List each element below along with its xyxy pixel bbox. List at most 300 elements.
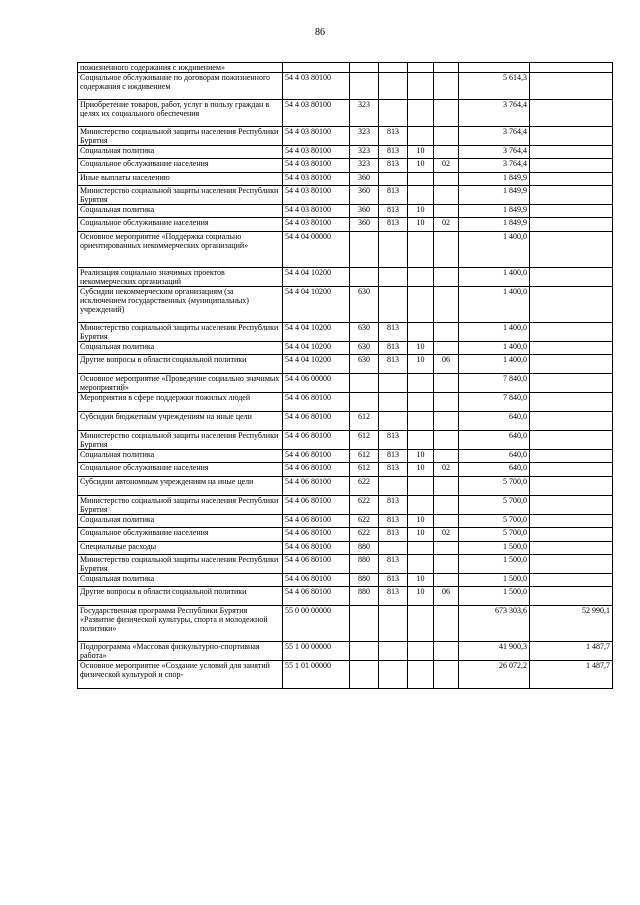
table-row bbox=[78, 63, 613, 73]
row-ministry-code: 813 bbox=[379, 146, 408, 159]
row-ministry-code bbox=[379, 268, 408, 287]
row-ministry-code: 813 bbox=[379, 496, 408, 515]
row-subsection bbox=[434, 205, 459, 218]
row-amount: 3 764,4 bbox=[459, 100, 530, 127]
row-ministry-code: 813 bbox=[379, 574, 408, 587]
table-row bbox=[78, 232, 613, 268]
row-section bbox=[408, 393, 434, 412]
table-row bbox=[78, 431, 613, 450]
row-amount: 640,0 bbox=[459, 463, 530, 477]
row-section bbox=[408, 173, 434, 186]
row-section bbox=[408, 63, 434, 73]
row-expense-type bbox=[350, 268, 379, 287]
row-expense-type: 360 bbox=[350, 205, 379, 218]
row-amount: 1 400,0 bbox=[459, 232, 530, 268]
row-amount: 640,0 bbox=[459, 431, 530, 450]
row-target-code bbox=[283, 63, 350, 73]
row-expense-type: 622 bbox=[350, 496, 379, 515]
row-subsection bbox=[434, 127, 459, 146]
row-expense-type: 630 bbox=[350, 287, 379, 323]
row-target-code: 54 4 04 10200 bbox=[283, 268, 350, 287]
row-target-code: 54 4 03 80100 bbox=[283, 146, 350, 159]
table-row bbox=[78, 342, 613, 355]
row-ministry-code: 813 bbox=[379, 355, 408, 374]
row-ministry-code: 813 bbox=[379, 127, 408, 146]
row-title: Социальное обслуживание по договорам пожизненного содержания с иждивением bbox=[78, 73, 283, 100]
row-section: 10 bbox=[408, 355, 434, 374]
row-amount-federal bbox=[530, 542, 613, 555]
row-subsection bbox=[434, 661, 459, 689]
row-expense-type bbox=[350, 374, 379, 393]
row-target-code: 54 4 03 80100 bbox=[283, 159, 350, 173]
row-amount-federal bbox=[530, 496, 613, 515]
row-title: пожизненного содержания с иждивением» bbox=[78, 63, 283, 73]
row-title: Иные выплаты населению bbox=[78, 173, 283, 186]
row-amount: 3 764,4 bbox=[459, 159, 530, 173]
row-target-code: 54 4 06 80100 bbox=[283, 574, 350, 587]
row-section bbox=[408, 477, 434, 496]
row-section: 10 bbox=[408, 205, 434, 218]
row-amount: 7 840,0 bbox=[459, 393, 530, 412]
row-subsection bbox=[434, 323, 459, 342]
row-section bbox=[408, 232, 434, 268]
row-target-code: 54 4 06 80100 bbox=[283, 393, 350, 412]
row-subsection bbox=[434, 100, 459, 127]
row-ministry-code bbox=[379, 173, 408, 186]
row-title: Социальная политика bbox=[78, 342, 283, 355]
row-section: 10 bbox=[408, 587, 434, 606]
row-amount-federal bbox=[530, 528, 613, 542]
row-amount: 5 700,0 bbox=[459, 515, 530, 528]
row-expense-type: 360 bbox=[350, 218, 379, 232]
row-section bbox=[408, 287, 434, 323]
table-row bbox=[78, 542, 613, 555]
row-section bbox=[408, 542, 434, 555]
page-number: 86 bbox=[315, 27, 325, 38]
row-subsection: 02 bbox=[434, 218, 459, 232]
row-expense-type: 880 bbox=[350, 542, 379, 555]
row-expense-type bbox=[350, 606, 379, 642]
row-amount-federal bbox=[530, 393, 613, 412]
row-amount: 1 500,0 bbox=[459, 542, 530, 555]
row-ministry-code: 813 bbox=[379, 323, 408, 342]
row-amount: 1 849,9 bbox=[459, 186, 530, 205]
row-target-code: 55 1 01 00000 bbox=[283, 661, 350, 689]
row-target-code: 54 4 04 10200 bbox=[283, 342, 350, 355]
row-target-code: 55 0 00 00000 bbox=[283, 606, 350, 642]
row-title: Субсидии бюджетным учреждениям на иные цели bbox=[78, 412, 283, 431]
row-amount: 3 764,4 bbox=[459, 127, 530, 146]
row-amount-federal bbox=[530, 205, 613, 218]
row-title: Социальное обслуживание населения bbox=[78, 528, 283, 542]
table-row bbox=[78, 73, 613, 100]
table-row bbox=[78, 555, 613, 574]
table-row bbox=[78, 450, 613, 463]
row-amount-federal bbox=[530, 463, 613, 477]
row-title: Министерство социальной защиты населения Республики Бурятия bbox=[78, 127, 283, 146]
row-subsection: 02 bbox=[434, 159, 459, 173]
row-subsection bbox=[434, 477, 459, 496]
row-amount: 41 900,3 bbox=[459, 642, 530, 661]
row-target-code: 54 4 06 80100 bbox=[283, 515, 350, 528]
row-section: 10 bbox=[408, 450, 434, 463]
row-title: Социальная политика bbox=[78, 146, 283, 159]
table-row bbox=[78, 587, 613, 606]
row-target-code: 54 4 03 80100 bbox=[283, 127, 350, 146]
row-amount-federal bbox=[530, 159, 613, 173]
table-row bbox=[78, 205, 613, 218]
row-target-code: 54 4 03 80100 bbox=[283, 173, 350, 186]
row-ministry-code bbox=[379, 606, 408, 642]
row-expense-type: 360 bbox=[350, 173, 379, 186]
row-subsection bbox=[434, 450, 459, 463]
row-title: Социальное обслуживание населения bbox=[78, 463, 283, 477]
row-target-code: 54 4 06 80100 bbox=[283, 477, 350, 496]
row-subsection bbox=[434, 73, 459, 100]
row-ministry-code bbox=[379, 73, 408, 100]
row-subsection bbox=[434, 287, 459, 323]
row-subsection bbox=[434, 542, 459, 555]
table-row bbox=[78, 146, 613, 159]
row-ministry-code bbox=[379, 287, 408, 323]
row-target-code: 54 4 03 80100 bbox=[283, 205, 350, 218]
row-amount-federal bbox=[530, 323, 613, 342]
row-expense-type: 622 bbox=[350, 515, 379, 528]
row-amount: 1 849,9 bbox=[459, 205, 530, 218]
row-title: Основное мероприятие «Проведение социально значимых мероприятий» bbox=[78, 374, 283, 393]
row-amount-federal bbox=[530, 268, 613, 287]
row-amount-federal bbox=[530, 515, 613, 528]
row-amount-federal bbox=[530, 555, 613, 574]
table-row bbox=[78, 574, 613, 587]
row-title: Социальная политика bbox=[78, 205, 283, 218]
row-target-code: 54 4 03 80100 bbox=[283, 73, 350, 100]
row-subsection bbox=[434, 374, 459, 393]
row-ministry-code: 813 bbox=[379, 450, 408, 463]
row-section: 10 bbox=[408, 159, 434, 173]
row-title: Основное мероприятие «Поддержка социально ориентированных некоммерческих организаций» bbox=[78, 232, 283, 268]
row-amount: 1 849,9 bbox=[459, 173, 530, 186]
table-row bbox=[78, 477, 613, 496]
row-section: 10 bbox=[408, 218, 434, 232]
row-amount-federal bbox=[530, 127, 613, 146]
row-amount-federal bbox=[530, 218, 613, 232]
row-amount-federal bbox=[530, 374, 613, 393]
row-amount-federal: 1 487,7 bbox=[530, 642, 613, 661]
table-row bbox=[78, 127, 613, 146]
row-expense-type bbox=[350, 661, 379, 689]
row-subsection bbox=[434, 232, 459, 268]
row-amount: 1 400,0 bbox=[459, 323, 530, 342]
row-expense-type: 323 bbox=[350, 146, 379, 159]
row-subsection bbox=[434, 412, 459, 431]
row-target-code: 54 4 06 80100 bbox=[283, 450, 350, 463]
row-ministry-code bbox=[379, 100, 408, 127]
row-expense-type: 612 bbox=[350, 412, 379, 431]
row-expense-type: 323 bbox=[350, 127, 379, 146]
row-amount: 1 500,0 bbox=[459, 555, 530, 574]
row-title: Реализация социально значимых проектов некоммерческих организаций bbox=[78, 268, 283, 287]
row-section bbox=[408, 73, 434, 100]
row-expense-type bbox=[350, 393, 379, 412]
row-expense-type: 880 bbox=[350, 587, 379, 606]
row-section bbox=[408, 268, 434, 287]
table-row bbox=[78, 186, 613, 205]
row-ministry-code bbox=[379, 642, 408, 661]
row-subsection bbox=[434, 431, 459, 450]
table-row bbox=[78, 393, 613, 412]
row-amount: 1 400,0 bbox=[459, 268, 530, 287]
row-amount-federal: 1 487,7 bbox=[530, 661, 613, 689]
table-row bbox=[78, 661, 613, 689]
row-ministry-code: 813 bbox=[379, 186, 408, 205]
row-target-code: 54 4 06 80100 bbox=[283, 587, 350, 606]
row-title: Социальная политика bbox=[78, 450, 283, 463]
row-subsection bbox=[434, 268, 459, 287]
row-expense-type: 612 bbox=[350, 463, 379, 477]
row-expense-type: 880 bbox=[350, 574, 379, 587]
row-ministry-code bbox=[379, 477, 408, 496]
row-section bbox=[408, 555, 434, 574]
row-amount-federal bbox=[530, 73, 613, 100]
row-target-code: 54 4 03 80100 bbox=[283, 218, 350, 232]
row-amount-federal bbox=[530, 100, 613, 127]
row-ministry-code: 813 bbox=[379, 218, 408, 232]
row-ministry-code bbox=[379, 393, 408, 412]
row-expense-type: 612 bbox=[350, 431, 379, 450]
row-subsection bbox=[434, 342, 459, 355]
row-expense-type: 630 bbox=[350, 342, 379, 355]
row-title: Социальное обслуживание населения bbox=[78, 159, 283, 173]
row-title: Министерство социальной защиты населения Республики Бурятия bbox=[78, 496, 283, 515]
budget-table-body bbox=[78, 63, 613, 689]
row-subsection bbox=[434, 186, 459, 205]
table-row bbox=[78, 100, 613, 127]
row-title: Министерство социальной защиты населения Республики Бурятия bbox=[78, 555, 283, 574]
row-expense-type bbox=[350, 73, 379, 100]
row-section bbox=[408, 496, 434, 515]
table-row bbox=[78, 642, 613, 661]
row-amount-federal bbox=[530, 574, 613, 587]
row-section: 10 bbox=[408, 342, 434, 355]
row-title: Мероприятия в сфере поддержки пожилых людей bbox=[78, 393, 283, 412]
row-title: Подпрограмма «Массовая физкультурно-спортивная работа» bbox=[78, 642, 283, 661]
row-expense-type: 360 bbox=[350, 186, 379, 205]
table-row bbox=[78, 515, 613, 528]
row-ministry-code bbox=[379, 232, 408, 268]
row-subsection: 06 bbox=[434, 355, 459, 374]
row-title: Другие вопросы в области социальной политики bbox=[78, 587, 283, 606]
budget-table bbox=[77, 62, 613, 689]
table-row bbox=[78, 374, 613, 393]
row-amount-federal bbox=[530, 450, 613, 463]
row-expense-type bbox=[350, 63, 379, 73]
table-row bbox=[78, 463, 613, 477]
row-amount: 5 614,3 bbox=[459, 73, 530, 100]
row-target-code: 54 4 06 80100 bbox=[283, 542, 350, 555]
row-amount: 1 400,0 bbox=[459, 342, 530, 355]
row-target-code: 54 4 06 80100 bbox=[283, 412, 350, 431]
row-amount-federal bbox=[530, 587, 613, 606]
row-amount: 26 072,2 bbox=[459, 661, 530, 689]
row-amount-federal bbox=[530, 477, 613, 496]
row-section: 10 bbox=[408, 574, 434, 587]
row-subsection bbox=[434, 574, 459, 587]
row-expense-type: 612 bbox=[350, 450, 379, 463]
row-subsection: 02 bbox=[434, 463, 459, 477]
row-title: Субсидии некоммерческим организациям (за исключением государственных (муниципальных) учреждений) bbox=[78, 287, 283, 323]
row-expense-type: 630 bbox=[350, 323, 379, 342]
row-ministry-code bbox=[379, 412, 408, 431]
row-section bbox=[408, 100, 434, 127]
row-target-code: 54 4 04 10200 bbox=[283, 287, 350, 323]
row-target-code: 54 4 03 80100 bbox=[283, 100, 350, 127]
row-amount: 673 303,6 bbox=[459, 606, 530, 642]
row-amount-federal bbox=[530, 355, 613, 374]
row-amount: 640,0 bbox=[459, 412, 530, 431]
row-ministry-code: 813 bbox=[379, 431, 408, 450]
row-title: Государственная программа Республики Бурятия «Развитие физической культуры, спорта и молодежной политики» bbox=[78, 606, 283, 642]
row-section bbox=[408, 186, 434, 205]
row-ministry-code: 813 bbox=[379, 587, 408, 606]
row-target-code: 54 4 03 80100 bbox=[283, 186, 350, 205]
row-title: Специальные расходы bbox=[78, 542, 283, 555]
row-subsection bbox=[434, 555, 459, 574]
row-ministry-code: 813 bbox=[379, 159, 408, 173]
row-amount-federal bbox=[530, 146, 613, 159]
table-row bbox=[78, 412, 613, 431]
row-subsection: 06 bbox=[434, 587, 459, 606]
row-ministry-code bbox=[379, 63, 408, 73]
row-amount: 1 500,0 bbox=[459, 574, 530, 587]
row-title: Субсидии автономным учреждениям на иные цели bbox=[78, 477, 283, 496]
row-ministry-code bbox=[379, 542, 408, 555]
row-amount: 640,0 bbox=[459, 450, 530, 463]
row-ministry-code bbox=[379, 374, 408, 393]
row-section bbox=[408, 431, 434, 450]
row-subsection bbox=[434, 63, 459, 73]
row-section: 10 bbox=[408, 146, 434, 159]
row-title: Министерство социальной защиты населения Республики Бурятия bbox=[78, 431, 283, 450]
table-row bbox=[78, 355, 613, 374]
row-subsection: 02 bbox=[434, 528, 459, 542]
row-subsection bbox=[434, 146, 459, 159]
row-expense-type: 323 bbox=[350, 159, 379, 173]
row-target-code: 55 1 00 00000 bbox=[283, 642, 350, 661]
row-section bbox=[408, 661, 434, 689]
row-subsection bbox=[434, 496, 459, 515]
table-row bbox=[78, 268, 613, 287]
row-section bbox=[408, 323, 434, 342]
row-target-code: 54 4 04 10200 bbox=[283, 355, 350, 374]
table-row bbox=[78, 218, 613, 232]
row-section bbox=[408, 127, 434, 146]
row-ministry-code: 813 bbox=[379, 463, 408, 477]
row-target-code: 54 4 06 80100 bbox=[283, 463, 350, 477]
table-row bbox=[78, 159, 613, 173]
row-amount: 5 700,0 bbox=[459, 477, 530, 496]
row-title: Социальная политика bbox=[78, 574, 283, 587]
row-ministry-code: 813 bbox=[379, 528, 408, 542]
table-row bbox=[78, 528, 613, 542]
row-amount-federal bbox=[530, 287, 613, 323]
row-amount-federal bbox=[530, 173, 613, 186]
row-target-code: 54 4 06 80100 bbox=[283, 496, 350, 515]
row-ministry-code bbox=[379, 661, 408, 689]
row-target-code: 54 4 06 00000 bbox=[283, 374, 350, 393]
row-amount: 1 500,0 bbox=[459, 587, 530, 606]
table-row bbox=[78, 287, 613, 323]
row-amount bbox=[459, 63, 530, 73]
row-title: Основное мероприятие «Создание условий для занятий физической культурой и спор- bbox=[78, 661, 283, 689]
row-subsection bbox=[434, 173, 459, 186]
row-expense-type: 880 bbox=[350, 555, 379, 574]
row-subsection bbox=[434, 642, 459, 661]
table-row bbox=[78, 496, 613, 515]
row-title: Социальная политика bbox=[78, 515, 283, 528]
row-section: 10 bbox=[408, 463, 434, 477]
row-expense-type: 630 bbox=[350, 355, 379, 374]
row-amount: 5 700,0 bbox=[459, 496, 530, 515]
row-amount-federal bbox=[530, 342, 613, 355]
row-section bbox=[408, 374, 434, 393]
row-target-code: 54 4 06 80100 bbox=[283, 528, 350, 542]
row-section: 10 bbox=[408, 515, 434, 528]
row-amount: 1 849,9 bbox=[459, 218, 530, 232]
row-title: Министерство социальной защиты населения Республики Бурятия bbox=[78, 323, 283, 342]
row-target-code: 54 4 04 00000 bbox=[283, 232, 350, 268]
table-row bbox=[78, 606, 613, 642]
row-target-code: 54 4 06 80100 bbox=[283, 431, 350, 450]
row-target-code: 54 4 06 80100 bbox=[283, 555, 350, 574]
row-expense-type: 622 bbox=[350, 477, 379, 496]
row-amount-federal bbox=[530, 412, 613, 431]
row-title: Министерство социальной защиты населения Республики Бурятия bbox=[78, 186, 283, 205]
row-amount: 3 764,4 bbox=[459, 146, 530, 159]
row-subsection bbox=[434, 515, 459, 528]
row-target-code: 54 4 04 10200 bbox=[283, 323, 350, 342]
row-expense-type: 622 bbox=[350, 528, 379, 542]
row-amount-federal bbox=[530, 232, 613, 268]
row-expense-type: 323 bbox=[350, 100, 379, 127]
row-section bbox=[408, 606, 434, 642]
row-section bbox=[408, 642, 434, 661]
row-section bbox=[408, 412, 434, 431]
row-amount-federal bbox=[530, 186, 613, 205]
row-amount: 7 840,0 bbox=[459, 374, 530, 393]
row-ministry-code: 813 bbox=[379, 555, 408, 574]
row-section: 10 bbox=[408, 528, 434, 542]
row-ministry-code: 813 bbox=[379, 515, 408, 528]
row-title: Другие вопросы в области социальной политики bbox=[78, 355, 283, 374]
row-subsection bbox=[434, 606, 459, 642]
table-row bbox=[78, 173, 613, 186]
table-row bbox=[78, 323, 613, 342]
row-ministry-code: 813 bbox=[379, 342, 408, 355]
row-amount: 1 400,0 bbox=[459, 287, 530, 323]
row-amount: 1 400,0 bbox=[459, 355, 530, 374]
row-subsection bbox=[434, 393, 459, 412]
row-amount-federal bbox=[530, 63, 613, 73]
row-amount: 5 700,0 bbox=[459, 528, 530, 542]
row-expense-type bbox=[350, 232, 379, 268]
row-ministry-code: 813 bbox=[379, 205, 408, 218]
row-title: Социальное обслуживание населения bbox=[78, 218, 283, 232]
row-amount-federal: 52 990,1 bbox=[530, 606, 613, 642]
row-expense-type bbox=[350, 642, 379, 661]
row-title: Приобретение товаров, работ, услуг в пользу граждан в целях их социального обеспечения bbox=[78, 100, 283, 127]
row-amount-federal bbox=[530, 431, 613, 450]
